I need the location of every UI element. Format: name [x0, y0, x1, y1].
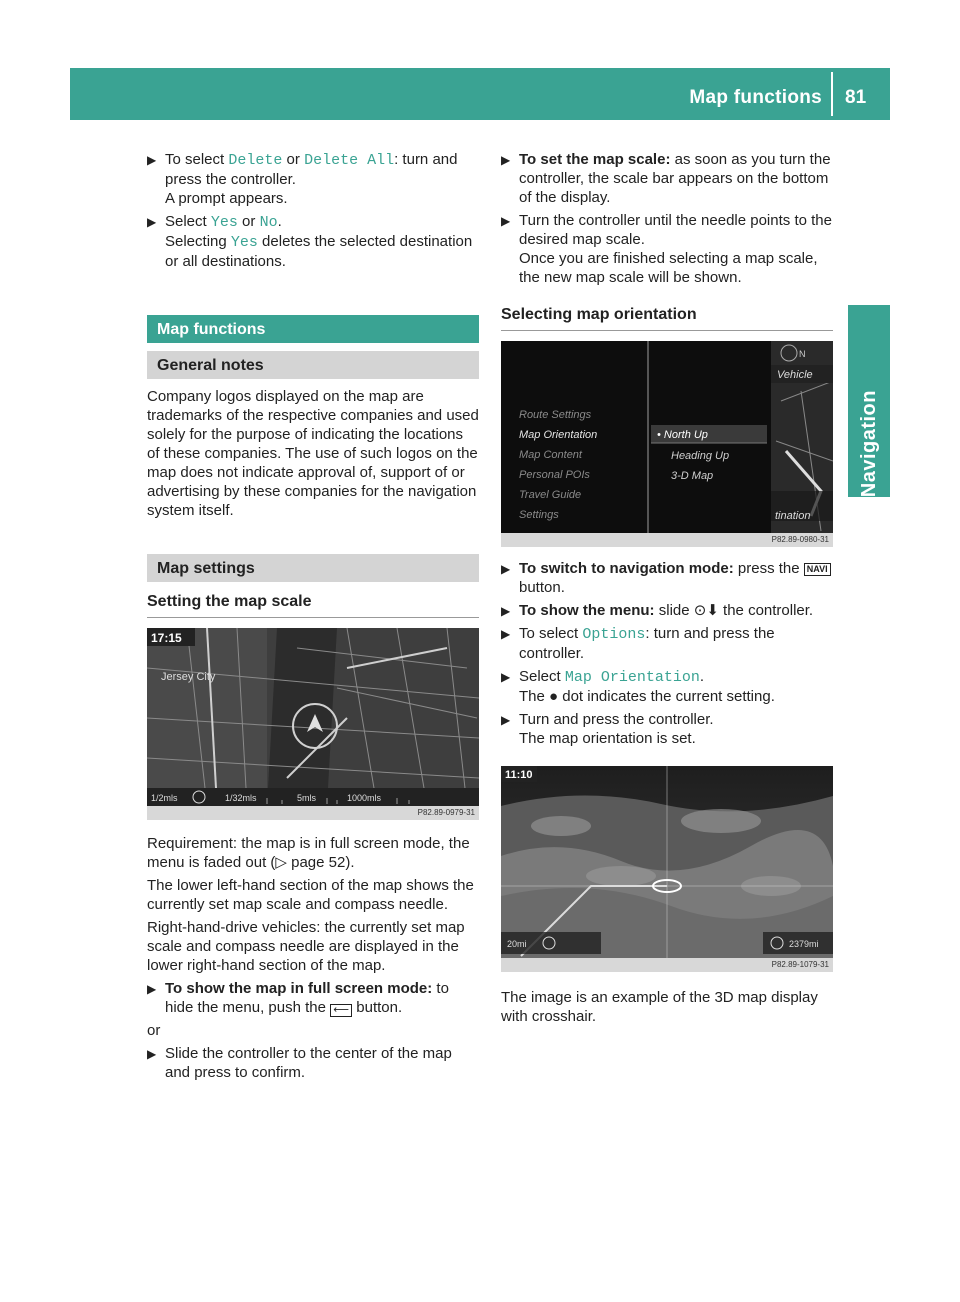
step-result: Once you are finished selecting a map scale, the new map scale will be shown.	[519, 250, 818, 286]
header-divider	[831, 72, 833, 116]
step-text: To select	[165, 151, 229, 168]
step-text: Select	[519, 668, 565, 685]
step-text: Turn and press the controller.	[519, 711, 714, 728]
scale-label-4: 1000mls	[347, 793, 382, 803]
step-arrow-icon: ▶	[501, 713, 511, 727]
menu-travel-guide: Travel Guide	[519, 489, 582, 501]
left-column	[147, 150, 479, 1086]
figure-code: P82.89-1079-31	[501, 958, 833, 972]
side-tab-label: Navigation	[857, 389, 880, 497]
menu-settings: Settings	[519, 509, 559, 521]
step-text: or	[282, 151, 305, 168]
step-text: Select	[165, 213, 211, 230]
step-arrow-icon: ▶	[501, 214, 511, 228]
step-result: Selecting	[165, 233, 231, 250]
menu-image	[501, 341, 833, 533]
3d-map-image	[501, 766, 833, 958]
step-text: or	[237, 213, 260, 230]
step-full-screen	[147, 979, 479, 1017]
step-bold: To switch to navigation mode:	[519, 560, 734, 577]
figure-code: P82.89-0979-31	[147, 806, 479, 820]
step-bold: To show the menu:	[519, 602, 655, 619]
step-result: A prompt appears.	[165, 190, 288, 207]
3d-map-scale: 20mi	[507, 939, 527, 949]
code-delete-all: Delete All	[304, 152, 395, 169]
step-text: Turn the controller until the needle points to the desired map scale.	[519, 212, 832, 248]
3d-map-screenshot	[501, 766, 833, 972]
scale-label-3: 5mls	[297, 793, 317, 803]
step-confirm	[501, 710, 833, 748]
back-button-icon: ⟵	[330, 1004, 352, 1017]
step-text: : turn and press the controller.	[519, 625, 775, 662]
option-3d-map: 3-D Map	[671, 470, 714, 482]
side-tab-label-wrap	[848, 305, 890, 497]
step-text: button.	[519, 579, 565, 596]
step-select-delete	[147, 150, 479, 208]
step-arrow-icon: ▶	[501, 562, 511, 576]
option-heading-up: Heading Up	[671, 450, 730, 462]
page-title: Map functions	[689, 87, 822, 108]
step-arrow-icon: ▶	[147, 153, 157, 167]
step-select-orientation	[501, 667, 833, 706]
vehicle-label: Vehicle	[777, 369, 813, 381]
subhead-map-scale: Setting the map scale	[147, 592, 479, 618]
menu-route-settings: Route Settings	[519, 409, 592, 421]
code-map-orientation: Map Orientation	[564, 669, 700, 686]
section-banner-map-settings: Map settings	[147, 554, 479, 582]
step-text: .	[277, 213, 282, 230]
step-arrow-icon: ▶	[147, 215, 157, 229]
step-set-scale	[501, 150, 833, 207]
step-text: .	[699, 668, 705, 685]
menu-personal-pois: Personal POIs	[519, 469, 590, 481]
step-bold: To set the map scale:	[519, 151, 671, 168]
menu-map-content: Map Content	[519, 449, 582, 461]
or-text: or	[147, 1022, 161, 1039]
step-text: : turn and press the controller.	[165, 151, 458, 188]
step-text: Slide the controller to the center of the map and press to confirm.	[165, 1045, 452, 1081]
step-arrow-icon: ▶	[501, 604, 511, 618]
step-turn-controller	[501, 211, 833, 287]
requirement-text: Requirement: the map is in full screen mode, the menu is faded out (▷ page 52).	[147, 835, 470, 871]
step-text: as soon as you turn the controller, the scale bar appears on the bottom of the display.	[519, 151, 831, 206]
option-north-up: • North Up	[657, 429, 708, 441]
map-orientation-screenshot	[501, 341, 833, 547]
navi-button-icon: NAVI	[804, 563, 831, 576]
step-bold: To show the map in full screen mode:	[165, 980, 433, 997]
closing-text: The image is an example of the 3D map display with crosshair.	[501, 989, 818, 1025]
general-notes-text: Company logos displayed on the map are trademarks of the respective companies and used solely for the purpose of indicating the locations of these companies. The use of such logos on the map does not indicate approval of, support of or advertising by these companies for the navigation system itself.	[147, 388, 479, 519]
map-time: 17:15	[151, 631, 182, 645]
map-scale-screenshot	[147, 628, 479, 820]
code-no: No	[259, 214, 278, 231]
map-city: Jersey City	[161, 671, 216, 683]
3d-map-distance: 2379mi	[789, 939, 819, 949]
scale-label-2: 1/32mls	[225, 793, 257, 803]
step-slide-center	[147, 1044, 479, 1082]
scale-label-1: 1/2mls	[151, 793, 178, 803]
code-yes: Yes	[230, 234, 258, 251]
destination-label: tination	[775, 510, 811, 522]
step-result: The map orientation is set.	[519, 730, 696, 747]
step-text: To select	[519, 625, 583, 642]
step-text: press the	[733, 560, 804, 577]
rhd-text: Right-hand-drive vehicles: the currently set map scale and compass needle are displayed in the lower right-hand section of the map.	[147, 919, 465, 974]
step-select-yes-no	[147, 212, 479, 271]
code-delete: Delete	[228, 152, 283, 169]
subhead-map-orientation: Selecting map orientation	[501, 305, 833, 331]
step-select-options	[501, 624, 833, 663]
step-text: button.	[352, 999, 403, 1016]
right-column	[501, 150, 833, 1030]
step-arrow-icon: ▶	[147, 1047, 157, 1061]
step-text: slide ⊙⬇ the controller.	[654, 602, 814, 619]
step-arrow-icon: ▶	[501, 670, 511, 684]
map-image	[147, 628, 479, 806]
step-arrow-icon: ▶	[147, 982, 157, 996]
figure-code: P82.89-0980-31	[501, 533, 833, 547]
page-number: 81	[845, 87, 867, 108]
step-result: deletes the selected destination or all destinations.	[165, 233, 473, 270]
code-yes: Yes	[210, 214, 238, 231]
step-show-menu	[501, 601, 833, 620]
compass-label: N	[799, 349, 806, 359]
section-banner-map-functions: Map functions	[147, 315, 479, 343]
code-options: Options	[582, 626, 646, 643]
3d-map-time: 11:10	[505, 769, 533, 781]
step-navigation-mode	[501, 559, 833, 597]
lower-section-text: The lower left-hand section of the map shows the currently set map scale and compass needle.	[147, 877, 474, 913]
step-arrow-icon: ▶	[501, 153, 511, 167]
menu-map-orientation: Map Orientation	[519, 429, 598, 441]
step-text: to hide the menu, push the	[165, 980, 449, 1016]
step-result: The ● dot indicates the current setting.	[519, 688, 775, 705]
step-arrow-icon: ▶	[501, 627, 511, 641]
section-banner-general-notes: General notes	[147, 351, 479, 379]
